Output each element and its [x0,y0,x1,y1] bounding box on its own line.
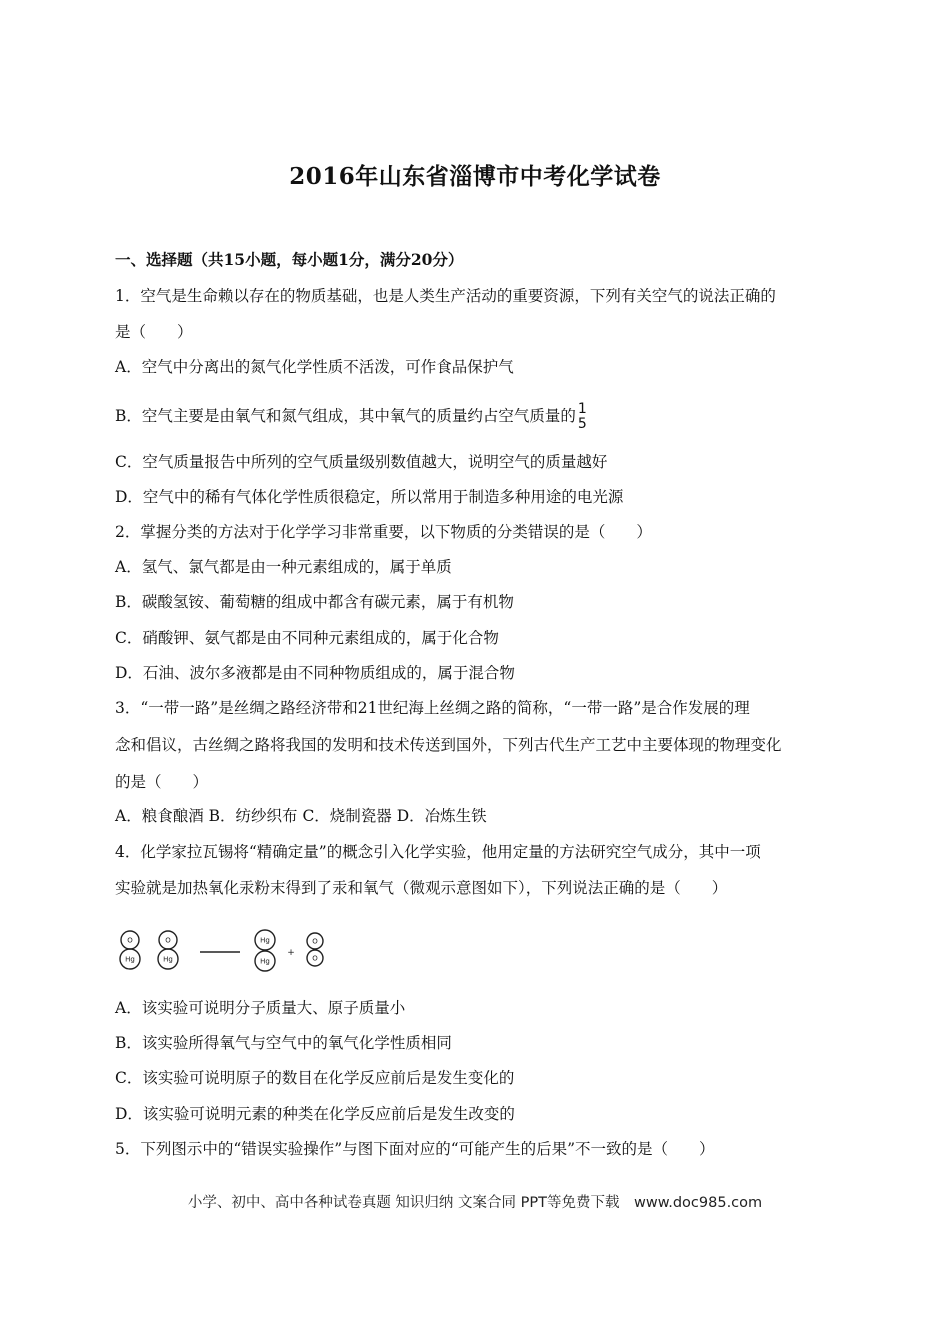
atom-o-label: O [312,937,318,946]
q3-stem-line1: 3．“一带一路”是丝绸之路经济带和21世纪海上丝绸之路的简称，“一带一路”是合作发展的理 [115,699,750,717]
atom-hg-label: Hg [260,957,270,966]
hgo-molecule-2 [158,931,178,969]
q3-stem-line3: 的是（ ） [115,773,209,791]
hg-atoms [255,930,275,971]
atom-hg-label: Hg [125,955,135,964]
q1-option-c: C．空气质量报告中所列的空气质量级别数值越大，说明空气的质量越好 [115,453,608,471]
page-footer: 小学、初中、高中各种试卷真题 知识归纳 文案合同 PPT等免费下载 www.doc985.com [187,1195,763,1211]
exam-title: 2016年山东省淄博市中考化学试卷 [289,163,661,190]
o2-molecule [307,933,323,966]
q4-option-a: A．该实验可说明分子质量大、原子质量小 [115,999,406,1017]
q4-option-c: C．该实验可说明原子的数目在化学反应前后是发生变化的 [115,1069,515,1087]
q4-option-d: D．该实验可说明元素的种类在化学反应前后是发生改变的 [115,1105,515,1123]
q2-option-b: B．碳酸氢铵、葡萄糖的组成中都含有碳元素，属于有机物 [115,593,514,611]
plus-sign: + [287,948,295,958]
q1-option-b-text: B．空气主要是由氧气和氮气组成，其中氧气的质量约占空气质量的 [115,407,576,425]
fraction-one-fifth [578,402,587,432]
atom-o-label: O [165,936,171,945]
atom-hg-label: Hg [260,936,270,945]
q1-stem-line2: 是（ ） [115,323,193,341]
hgo-molecule-1 [120,931,140,969]
q1-stem-line1: 1．空气是生命赖以存在的物质基础，也是人类生产活动的重要资源，下列有关空气的说法正确的 [115,287,776,305]
atom-o-label: O [127,936,133,945]
q3-options: A．粮食酿酒 B．纺纱织布 C．烧制瓷器 D．冶炼生铁 [115,807,487,825]
q4-stem-line1: 4．化学家拉瓦锡将“精确定量”的概念引入化学实验，他用定量的方法研究空气成分，其中一项 [115,843,761,861]
q5-stem: 5．下列图示中的“错误实验操作”与图下面对应的“可能产生的后果”不一致的是（ ） [115,1140,715,1158]
q2-option-a: A．氢气、氯气都是由一种元素组成的，属于单质 [115,558,452,576]
q2-stem: 2．掌握分类的方法对于化学学习非常重要，以下物质的分类错误的是（ ） [115,523,652,541]
section-heading: 一、选择题（共15小题，每小题1分，满分20分） [115,250,464,269]
atom-hg-label: Hg [163,955,173,964]
q1-option-a: A．空气中分离出的氮气化学性质不活泼，可作食品保护气 [115,358,514,376]
atom-o-label: O [312,954,318,963]
q1-option-b [115,402,840,432]
q4-stem-line2: 实验就是加热氧化汞粉末得到了汞和氧气（微观示意图如下），下列说法正确的是（ ） [115,879,728,897]
fraction-denominator: 5 [577,416,587,432]
q3-stem-line2: 念和倡议，古丝绸之路将我国的发明和技术传送到国外，下列古代生产工艺中主要体现的物理变化 [115,736,782,754]
q2-option-c: C．硝酸钾、氨气都是由不同种元素组成的，属于化合物 [115,629,499,647]
q4-option-b: B．该实验所得氧气与空气中的氧气化学性质相同 [115,1034,452,1052]
mercury-oxide-reaction-diagram [115,928,335,978]
fraction-numerator: 1 [577,401,587,417]
q1-option-d: D．空气中的稀有气体化学性质很稳定，所以常用于制造多种用途的电光源 [115,488,624,506]
q2-option-d: D．石油、波尔多液都是由不同种物质组成的，属于混合物 [115,664,515,682]
